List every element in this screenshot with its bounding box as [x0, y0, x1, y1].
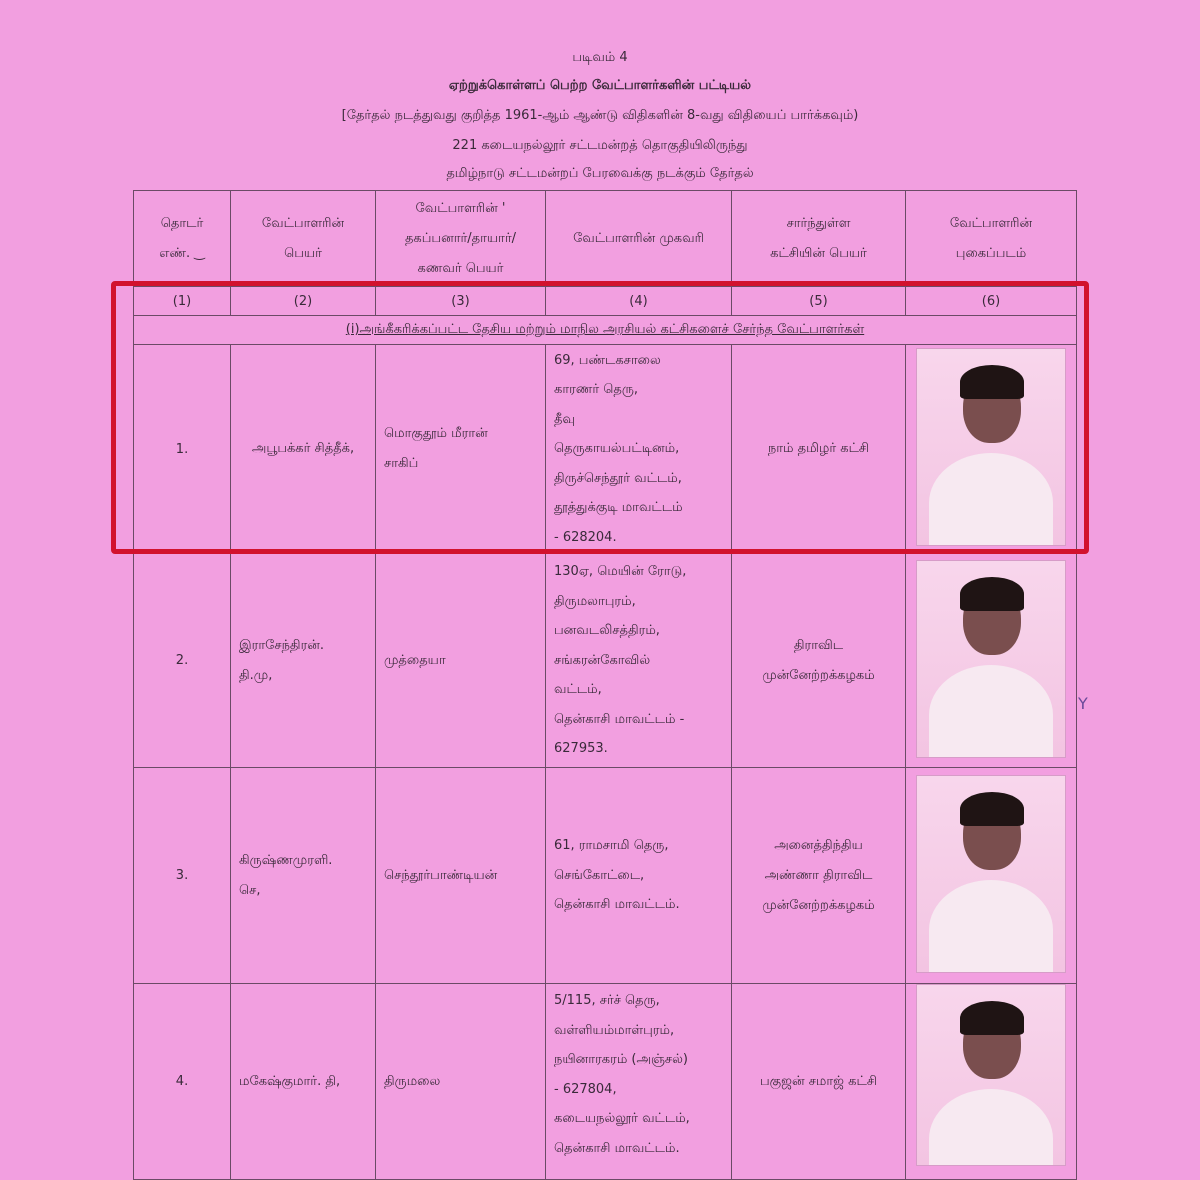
table-row — [134, 345, 1077, 554]
col-header-photo: வேட்பாளரின் புகைப்படம் — [906, 191, 1077, 287]
relation-name: மொகுதூம் மீரான் சாகிப் — [376, 345, 546, 554]
candidate-address: 61, ராமசாமி தெரு, செங்கோட்டை, தென்காசி மாவட்டம். — [546, 768, 732, 984]
form-number: படிவம் 4 — [572, 50, 628, 65]
rule-reference: [தேர்தல் நடத்துவது குறித்த 1961-ஆம் ஆண்டு விதிகளின் 8-வது விதியைப் பார்க்கவும்) — [341, 108, 859, 123]
section-row — [134, 316, 1077, 345]
candidate-name: இராசேந்திரன். தி.மு, — [231, 554, 376, 768]
party-name: நாம் தமிழர் கட்சி — [732, 345, 906, 554]
candidate-address: 130ஏ, மெயின் ரோடு, திருமலாபுரம், பனவடலிசத்திரம், சங்கரன்கோவில் வட்டம், தென்காசி மாவட்டம் - 627953. — [546, 554, 732, 768]
election-line: தமிழ்நாடு சட்டமன்றப் பேரவைக்கு நடக்கும் தேர்தல் — [446, 166, 754, 181]
candidate-address: 5/115, சர்ச் தெரு, வள்ளியம்மாள்புரம், நயினாரகரம் (அஞ்சல்) - 627804, கடையநல்லூர் வட்டம், தென்காசி மாவட்டம். — [546, 984, 732, 1180]
serial-number: 3. — [134, 768, 231, 984]
col-header-sno: தொடர் எண். ‿ — [134, 191, 231, 287]
candidates-table — [133, 190, 1077, 1180]
candidate-name: அபூபக்கர் சித்தீக், — [231, 345, 376, 554]
margin-mark: Y — [1078, 694, 1088, 713]
column-number: (6) — [906, 287, 1077, 316]
candidate-name: கிருஷ்ணமுரளி. செ, — [231, 768, 376, 984]
relation-name: முத்தையா — [376, 554, 546, 768]
candidate-photo — [916, 348, 1066, 546]
table-row — [134, 768, 1077, 984]
relation-name: திருமலை — [376, 984, 546, 1180]
photo-cell — [906, 768, 1077, 984]
table-row — [134, 984, 1077, 1180]
candidate-photo — [916, 984, 1066, 1166]
column-number: (3) — [376, 287, 546, 316]
photo-cell — [906, 984, 1077, 1180]
column-number: (2) — [231, 287, 376, 316]
serial-number: 4. — [134, 984, 231, 1180]
header-row — [134, 191, 1077, 287]
serial-number: 1. — [134, 345, 231, 554]
document-title: ஏற்றுக்கொள்ளப் பெற்ற வேட்பாளர்களின் பட்டியல் — [448, 78, 752, 93]
candidate-address: 69, பண்டகசாலை காரணர் தெரு, தீவு தெருகாயல்பட்டினம், திருச்செந்தூர் வட்டம், தூத்துக்குடி மாவட்டம் - 628204. — [546, 345, 732, 554]
col-header-party: சார்ந்துள்ள கட்சியின் பெயர் — [732, 191, 906, 287]
col-header-relation: வேட்பாளரின் ' தகப்பனார்/தாயார்/ கணவர் பெயர் — [376, 191, 546, 287]
column-number: (4) — [546, 287, 732, 316]
party-name: திராவிட முன்னேற்றக்கழகம் — [732, 554, 906, 768]
table-row — [134, 554, 1077, 768]
col-header-name: வேட்பாளரின் பெயர் — [231, 191, 376, 287]
section-title: (i)அங்கீகரிக்கப்பட்ட தேசிய மற்றும் மாநில அரசியல் கட்சிகளைச் சேர்ந்த வேட்பாளர்கள் — [345, 322, 865, 337]
col-header-address: வேட்பாளரின் முகவரி — [546, 191, 732, 287]
photo-cell — [906, 554, 1077, 768]
constituency-line: 221 கடையநல்லூர் சட்டமன்றத் தொகுதியிலிருந்து — [452, 138, 748, 153]
photo-cell — [906, 345, 1077, 554]
candidate-photo — [916, 560, 1066, 758]
column-number: (5) — [732, 287, 906, 316]
party-name: பகுஜன் சமாஜ் கட்சி — [732, 984, 906, 1180]
serial-number: 2. — [134, 554, 231, 768]
column-number-row — [134, 287, 1077, 316]
candidate-name: மகேஷ்குமார். தி, — [231, 984, 376, 1180]
party-name: அனைத்திந்திய அண்ணா திராவிட முன்னேற்றக்கழகம் — [732, 768, 906, 984]
relation-name: செந்தூர்பாண்டியன் — [376, 768, 546, 984]
candidate-photo — [916, 775, 1066, 973]
column-number: (1) — [134, 287, 231, 316]
